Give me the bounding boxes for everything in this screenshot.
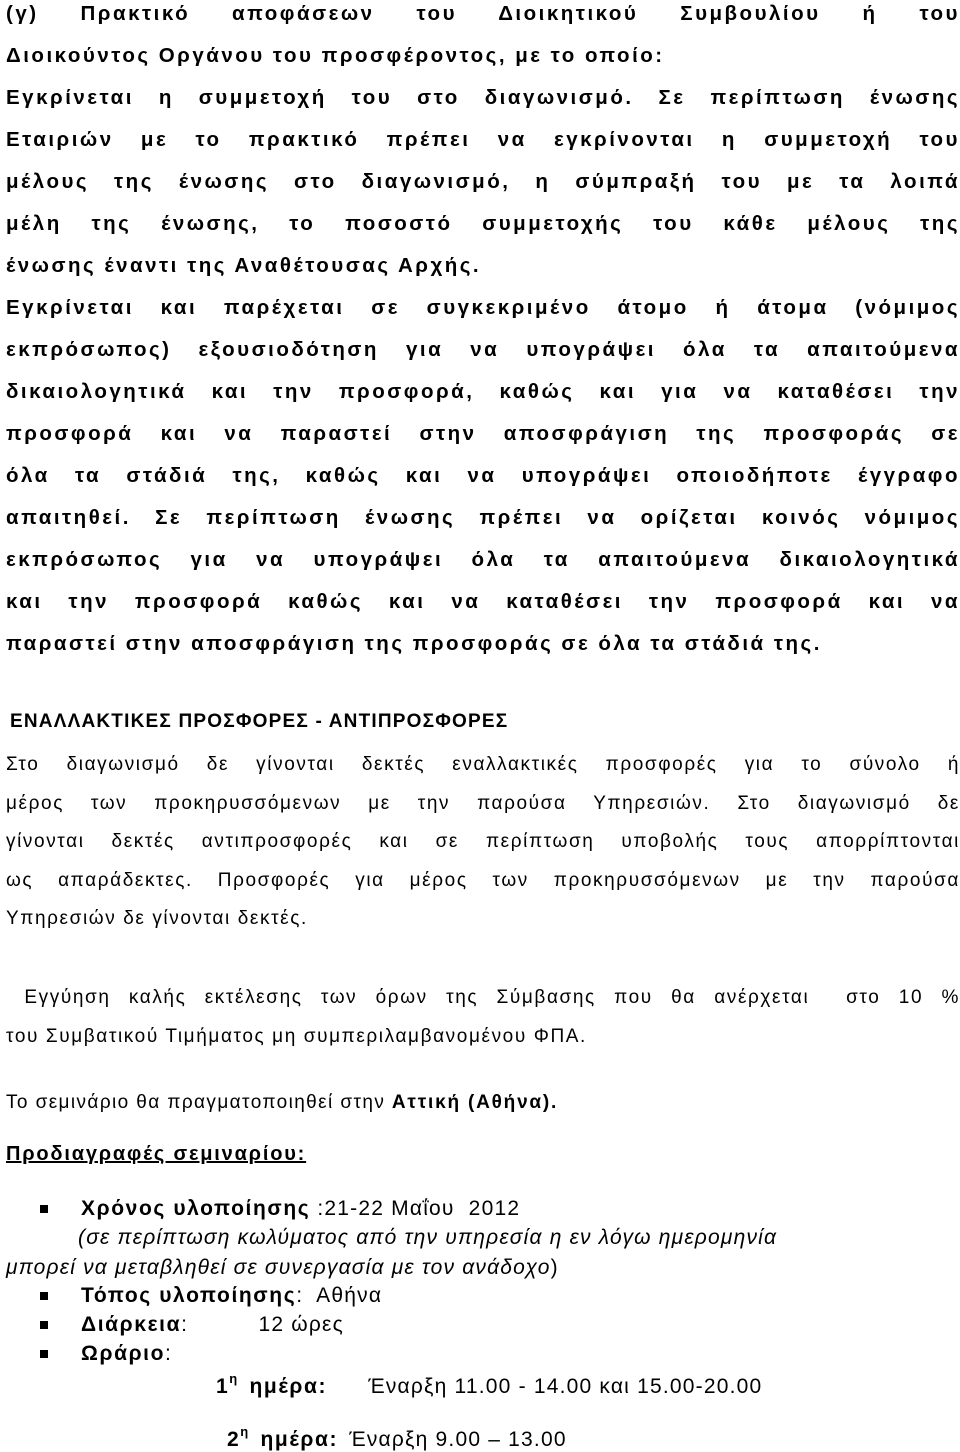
square-bullet-icon — [40, 1205, 48, 1213]
square-bullet-icon — [40, 1292, 48, 1300]
spec-duration-value: : 12 ώρες — [181, 1313, 344, 1336]
text-line: του Συμβατικού Τιμήματος μη συμπεριλαμβανομένου ΦΠΑ. — [6, 1025, 587, 1047]
alt-offers-heading: ΕΝΑΛΛΑΚΤΙΚΕΣ ΠΡΟΣΦΟΡΕΣ - ΑΝΤΙΠΡΟΣΦΟΡΕΣ — [10, 711, 509, 732]
specs-heading — [6, 1143, 306, 1166]
text-line: Εγγύηση καλής εκτέλεσης των όρων της Σύμβασης που θα ανέρχεται στο 10 % — [6, 987, 960, 1008]
spec-place-label: Τόπος υλοποίησης — [81, 1284, 297, 1307]
text-line: προσφορά και να παραστεί στην αποσφράγιση της προσφοράς σε — [6, 422, 960, 445]
text-line: Εγκρίνεται η συμμετοχή του στο διαγωνισμό. Σε περίπτωση ένωσης — [6, 86, 960, 109]
location-sentence — [6, 1092, 558, 1114]
requirements-paragraph — [6, 0, 960, 665]
text-line: Εγκρίνεται και παρέχεται σε συγκεκριμένο άτομο ή άτομα (νόμιμος — [6, 296, 960, 319]
spec-schedule-colon: : — [165, 1342, 173, 1365]
guarantee-paragraph — [6, 979, 960, 1056]
day1-value: Έναρξη 11.00 - 14.00 και 15.00-20.00 — [368, 1375, 763, 1398]
day1-sup: η — [229, 1371, 239, 1386]
text-line: απαιτηθεί. Σε περίπτωση ένωσης πρέπει να ορίζεται κοινός νόμιμος — [6, 506, 960, 529]
text-line: ως απαράδεκτες. Προσφορές για μέρος των προκηρυσσόμενων με την παρούσα — [6, 869, 960, 891]
text-line: ένωσης έναντι της Αναθέτουσας Αρχής. — [6, 254, 482, 277]
square-bullet-icon — [40, 1350, 48, 1358]
spec-time-note-2-text: μπορεί να μεταβληθεί σε συνεργασία με τον ανάδοχο — [6, 1256, 551, 1279]
spec-time — [40, 1197, 520, 1221]
spec-duration-label: Διάρκεια — [81, 1313, 182, 1336]
specs-heading-text: Προδιαγραφές σεμιναρίου: — [6, 1143, 307, 1165]
day1-label: ημέρα: — [249, 1375, 328, 1398]
spec-place — [40, 1284, 382, 1308]
day1-number: 1 — [216, 1375, 230, 1398]
text-line: παραστεί στην αποσφράγιση της προσφοράς σε όλα τα στάδιά της. — [6, 632, 822, 655]
day2-number: 2 — [227, 1428, 241, 1451]
spec-time-note-2: μπορεί να μεταβληθεί σε συνεργασία με τον ανάδοχο) — [6, 1256, 559, 1279]
text-line: (γ) Πρακτικό αποφάσεων του Διοικητικού Συμβουλίου ή του — [6, 2, 960, 25]
text-line: εκπρόσωπος για να υπογράψει όλα τα απαιτούμενα δικαιολογητικά — [6, 548, 960, 571]
schedule-day-1 — [216, 1371, 762, 1399]
square-bullet-icon — [40, 1321, 48, 1329]
text-line: εκπρόσωπος) εξουσιοδότηση για να υπογράψει όλα τα απαιτούμενα — [6, 338, 960, 361]
spec-time-note-1: (σε περίπτωση κωλύματος από την υπηρεσία η εν λόγω ημερομηνία — [78, 1226, 778, 1249]
alt-offers-paragraph — [6, 746, 960, 939]
location-prefix: Το σεμινάριο θα πραγματοποιηθεί στην — [6, 1092, 392, 1113]
text-line: Διοικούντος Οργάνου του προσφέροντος, με το οποίο: — [6, 44, 665, 67]
spec-schedule — [40, 1342, 172, 1366]
text-line: μέρος των προκηρυσσόμενων με την παρούσα Υπηρεσιών. Στο διαγωνισμό δε — [6, 792, 960, 814]
day2-label: ημέρα: — [260, 1428, 339, 1451]
spec-place-value: : Αθήνα — [296, 1284, 383, 1307]
spec-time-value: :21-22 Μαΐου 2012 — [317, 1197, 521, 1220]
text-line: Υπηρεσιών δε γίνονται δεκτές. — [6, 908, 308, 929]
text-line: όλα τα στάδιά της, καθώς και να υπογράψει οποιοδήποτε έγγραφο — [6, 464, 960, 487]
schedule-day-2 — [227, 1424, 567, 1452]
text-line: δικαιολογητικά και την προσφορά, καθώς και για να καταθέσει την — [6, 380, 960, 403]
spec-time-label: Χρόνος υλοποίησης — [81, 1197, 311, 1220]
day2-value: Έναρξη 9.00 – 13.00 — [349, 1428, 567, 1451]
text-line: Εταιριών με το πρακτικό πρέπει να εγκρίνονται η συμμετοχή του — [6, 128, 960, 151]
text-line: μέλη της ένωσης, το ποσοστό συμμετοχής του κάθε μέλους της — [6, 212, 960, 235]
text-line: και την προσφορά καθώς και να καταθέσει την προσφορά και να — [6, 590, 960, 613]
day2-sup: η — [240, 1424, 250, 1439]
text-line: Στο διαγωνισμό δε γίνονται δεκτές εναλλακτικές προσφορές για το σύνολο ή — [6, 754, 960, 775]
spec-schedule-label: Ωράριο — [81, 1342, 166, 1365]
spec-duration — [40, 1313, 344, 1337]
text-line: μέλους της ένωσης στο διαγωνισμό, η σύμπραξή του με τα λοιπά — [6, 170, 960, 193]
location-bold: Αττική (Αθήνα). — [391, 1092, 559, 1113]
text-line: γίνονται δεκτές αντιπροσφορές και σε περίπτωση υποβολής τους απορρίπτονται — [6, 831, 960, 852]
